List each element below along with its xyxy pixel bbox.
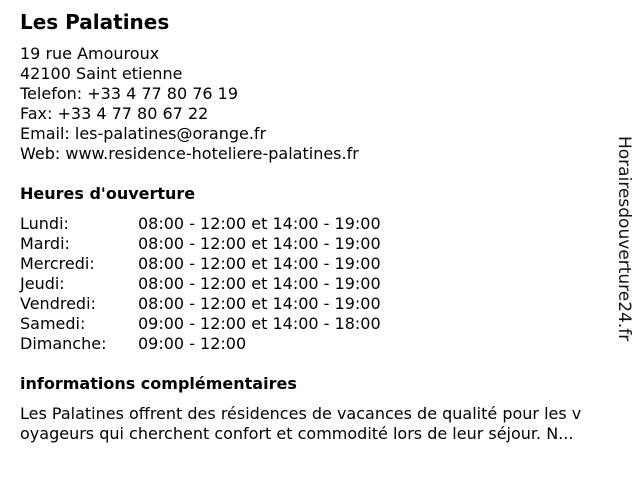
hours-row-sunday	[20, 334, 440, 354]
address-street: 19 rue Amouroux	[20, 44, 160, 63]
description-line: Les Palatines offrent des résidences de vacances de qualité pour les v	[20, 404, 582, 423]
watermark	[612, 136, 636, 372]
hours-day: Mardi:	[20, 234, 70, 253]
description-text	[20, 404, 624, 444]
hours-row-friday	[20, 294, 440, 314]
hours-time: 08:00 - 12:00 et 14:00 - 19:00	[138, 274, 381, 293]
hours-day: Vendredi:	[20, 294, 96, 313]
hours-heading: Heures d'ouverture	[20, 184, 196, 203]
phone-line: Telefon: +33 4 77 80 76 19	[20, 84, 239, 103]
hours-row-wednesday	[20, 254, 440, 274]
hours-row-monday	[20, 214, 440, 234]
hours-time: 09:00 - 12:00	[138, 334, 247, 353]
opening-hours-list	[20, 214, 440, 354]
web-line: Web: www.residence-hoteliere-palatines.fr	[20, 144, 359, 163]
watermark-text: Horairesdouverture24.fr	[614, 136, 634, 342]
address-city: 42100 Saint etienne	[20, 64, 183, 83]
hours-row-thursday	[20, 274, 440, 294]
hours-time: 08:00 - 12:00 et 14:00 - 19:00	[138, 234, 381, 253]
hours-day: Lundi:	[20, 214, 69, 233]
hours-time: 08:00 - 12:00 et 14:00 - 19:00	[138, 214, 381, 233]
hours-day: Samedi:	[20, 314, 86, 333]
hours-time: 08:00 - 12:00 et 14:00 - 19:00	[138, 294, 381, 313]
description-line: oyageurs qui cherchent confort et commodité lors de leur séjour. N...	[20, 424, 574, 443]
contact-block	[20, 44, 359, 164]
email-line: Email: les-palatines@orange.fr	[20, 124, 267, 143]
info-heading: informations complémentaires	[20, 374, 297, 393]
business-title: Les Palatines	[20, 10, 170, 34]
hours-row-saturday	[20, 314, 440, 334]
fax-line: Fax: +33 4 77 80 67 22	[20, 104, 209, 123]
hours-day: Jeudi:	[20, 274, 65, 293]
hours-day: Dimanche:	[20, 334, 107, 353]
hours-time: 08:00 - 12:00 et 14:00 - 19:00	[138, 254, 381, 273]
hours-time: 09:00 - 12:00 et 14:00 - 18:00	[138, 314, 381, 333]
hours-row-tuesday	[20, 234, 440, 254]
hours-day: Mercredi:	[20, 254, 95, 273]
